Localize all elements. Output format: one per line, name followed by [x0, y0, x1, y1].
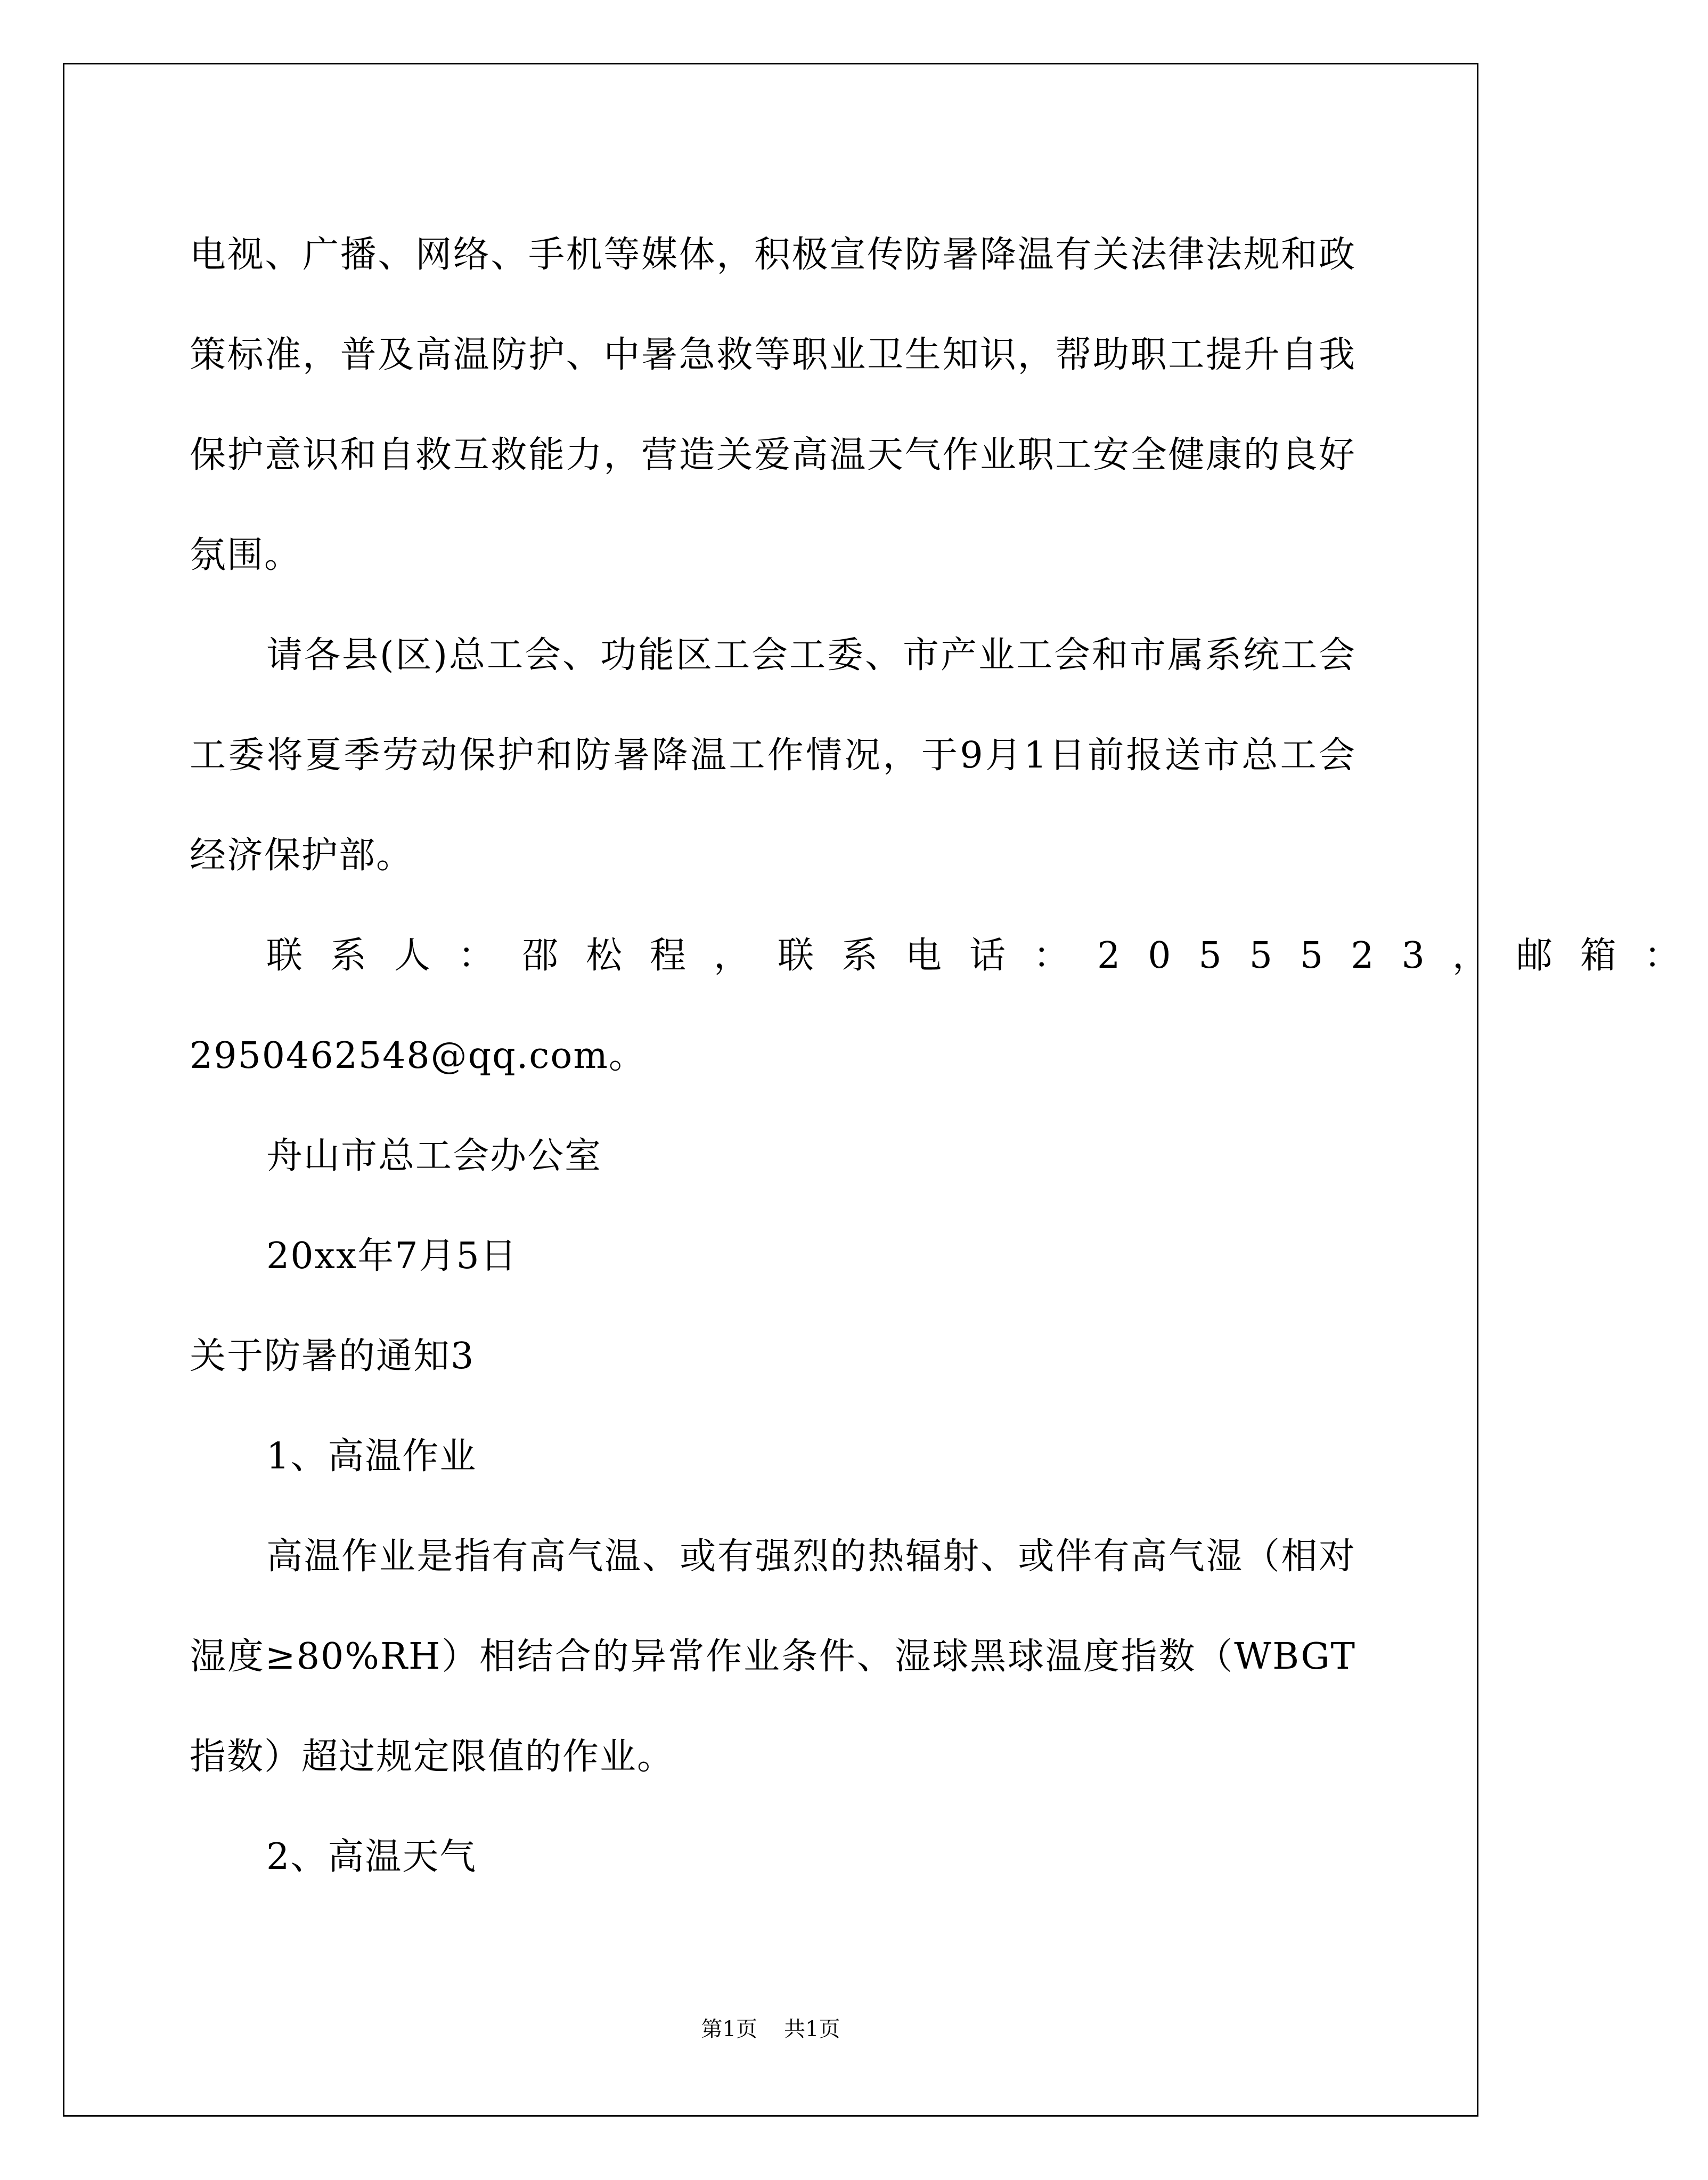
contact-email: 2950462548@qq.com。 [190, 1035, 646, 1077]
item-1-title: 1、高温作业 [266, 1435, 477, 1477]
paragraph-report-request: 请各县(区)总工会、功能区工会工委、市产业工会和市属系统工会工委将夏季劳动保护和防暑降温工作情况，于9月1日前报送市总工会经济保护部。 [190, 634, 1356, 877]
signature-organization: 舟山市总工会办公室 [266, 1135, 602, 1177]
paragraph-media-publicity: 电视、广播、网络、手机等媒体，积极宣传防暑降温有关法律法规和政策标准，普及高温防护、中暑急救等职业卫生知识，帮助职工提升自我保护意识和自救互救能力，营造关爱高温天气作业职工安全健康的良好氛围。 [190, 234, 1356, 576]
item-1-body: 高温作业是指有高气温、或有强烈的热辐射、或伴有高气湿（相对湿度≥80%RH）相结合的异常作业条件、湿球黑球温度指数（WBGT指数）超过规定限值的作业。 [190, 1536, 1356, 1778]
document-body [190, 205, 1708, 1907]
page-current: 第1页 [701, 2017, 757, 2042]
signature-date: 20xx年7月5日 [266, 1235, 518, 1277]
contact-line: 联系人：邵松程，联系电话：2055523，邮箱： [266, 935, 1708, 977]
section-title: 关于防暑的通知3 [190, 1335, 475, 1377]
page-footer [0, 2016, 1541, 2043]
page-total: 共1页 [784, 2017, 840, 2042]
item-2-title: 2、高温天气 [266, 1836, 477, 1878]
